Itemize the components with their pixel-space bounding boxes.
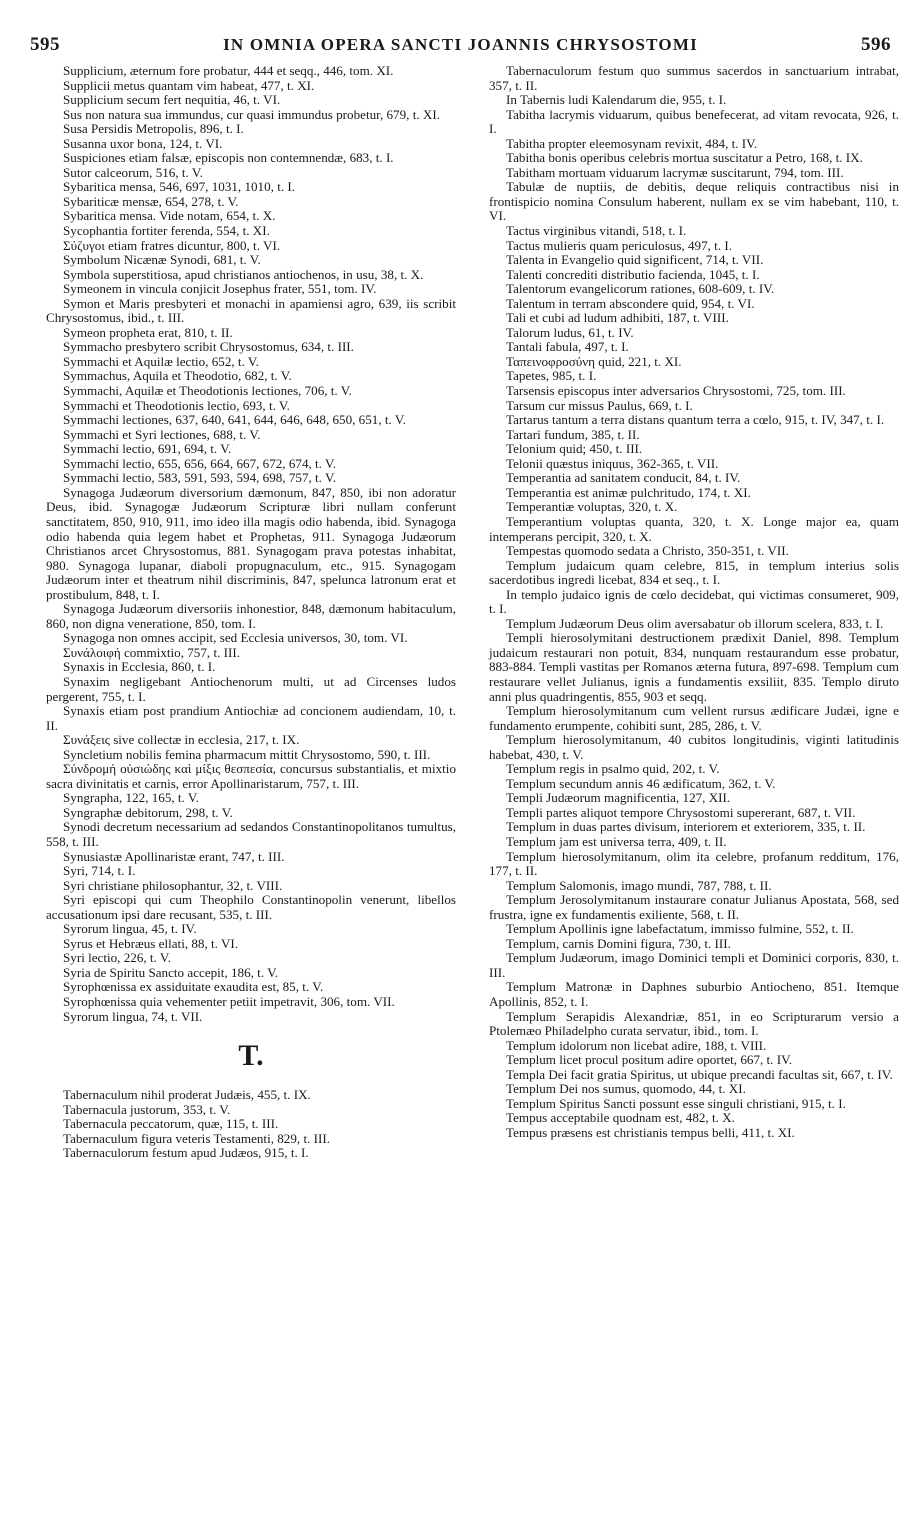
index-entry: Templum Serapidis Alexandriæ, 851, in eo Scripturarum versio a Ptolemæo Philadelpho curata servatur, ibid., tom. I. bbox=[489, 1008, 899, 1039]
index-entry: Telonii quæstus iniquus, 362-365, t. VII. bbox=[506, 455, 719, 471]
index-entry: Symmachi, Aquilæ et Theodotionis lectiones, 706, t. V. bbox=[63, 383, 352, 399]
running-title: IN OMNIA OPERA SANCTI JOANNIS CHRYSOSTOMI bbox=[223, 35, 698, 54]
index-entry: Sycophantia fortiter ferenda, 554, t. XI. bbox=[63, 223, 270, 239]
index-entry: Tactus mulieris quam periculosus, 497, t. I. bbox=[506, 237, 733, 253]
index-entry: Tabernaculorum festum quo summus sacerdos in sanctuarium intrabat, 357, t. II. bbox=[489, 63, 899, 93]
index-entry: Templi hierosolymitani destructionem prædixit Daniel, 898. Templum judaicum restaurari non potuit, 834, nunquam restaurandum esse probatur, 883-884. Templi vastitas per Romanos æterna futura, 897-698. Templum cum restaurare vellet Julianus, ignis a fundamentis exsiliit, 835. Templo diruto anni plus quadringentis, 855, 903 et seqq. bbox=[489, 630, 899, 704]
left-column bbox=[46, 64, 456, 1161]
index-entry: Synaxis in Ecclesia, 860, t. I. bbox=[63, 659, 216, 675]
index-entry: Templum secundum annis 46 ædificatum, 362, t. V. bbox=[506, 775, 776, 791]
index-entry: Tapetes, 985, t. I. bbox=[506, 368, 597, 384]
left-entries-t bbox=[46, 1088, 456, 1161]
index-entry: Symmachi lectio, 583, 591, 593, 594, 698, 757, t. V. bbox=[63, 470, 337, 486]
index-entry: Templum hierosolymitanum, 40 cubitos longitudinis, viginti latitudinis habebat, 430, t. V. bbox=[489, 732, 899, 762]
index-entry: Supplicium, æternum fore probatur, 444 et seqq., 446, tom. XI. bbox=[63, 63, 394, 78]
index-entry: Telonium quid; 450, t. III. bbox=[506, 441, 643, 457]
left-entries-s bbox=[46, 64, 456, 1024]
index-entry: Sus non natura sua immundus, cur quasi immundus probetur, 679, t. XI. bbox=[63, 106, 440, 122]
index-entry: Templi Judæorum magnificentia, 127, XII. bbox=[506, 790, 731, 806]
index-entry: Sybariticæ mensæ, 654, 278, t. V. bbox=[63, 193, 239, 209]
index-entry: Sybaritica mensa. Vide notam, 654, t. X. bbox=[63, 208, 276, 224]
index-entry: Synaxis etiam post prandium Antiochiæ ad concionem audiendam, 10, t. II. bbox=[46, 703, 456, 733]
index-entry: Sybaritica mensa, 546, 697, 1031, 1010, t. I. bbox=[63, 179, 296, 195]
index-entry: Σύνδρομή οὐσιώδης καὶ μίξις θεσπεσία, concursus substantialis, et mixtio sacra divinitatis et carnis, error Apollinaristarum, 757, t. III. bbox=[46, 761, 456, 791]
index-entry: Symmachi lectio, 655, 656, 664, 667, 672, 674, t. V. bbox=[63, 455, 337, 471]
index-entry: Syngrapha, 122, 165, t. V. bbox=[63, 790, 199, 806]
index-entry: Symbolum Nicænæ Synodi, 681, t. V. bbox=[63, 252, 261, 268]
page-number-left: 595 bbox=[30, 34, 60, 55]
index-entry: Templum Matronæ in Daphnes suburbio Antiocheno, 851. Itemque Apollinis, 852, t. I. bbox=[489, 979, 899, 1009]
index-entry: Tabulæ de nuptiis, de debitis, deque reliquis contractibus nisi in frontispicio nomina Consulum haberent, nullam ex se vim habebant, 110, t. VI. bbox=[489, 179, 899, 224]
index-entry: In Tabernis ludi Kalendarum die, 955, t. I. bbox=[506, 92, 727, 108]
index-entry: Talenta in Evangelio quid significent, 714, t. VII. bbox=[506, 252, 764, 268]
index-entry: Tali et cubi ad ludum adhibiti, 187, t. VIII. bbox=[506, 310, 729, 326]
index-entry: Synodi decretum necessarium ad sedandos Constantinopolitanos tumultus, 558, t. III. bbox=[46, 819, 456, 849]
index-entry: Templum Judæorum Deus olim aversabatur ob illorum scelera, 833, t. I. bbox=[506, 615, 884, 631]
index-entry: Syri lectio, 226, t. V. bbox=[63, 950, 171, 966]
index-entry: Susa Persidis Metropolis, 896, t. I. bbox=[63, 121, 244, 137]
right-column bbox=[489, 64, 899, 1140]
index-entry: Templum hierosolymitanum cum vellent rursus ædificare Judæi, igne e fundamento erumpente, cohibiti sunt, 285, 286, t. V. bbox=[489, 703, 899, 733]
index-entry: Templa Dei facit gratia Spiritus, ut ubique precandi facultas sit, 667, t. IV. bbox=[506, 1066, 893, 1082]
index-entry: Tabitham mortuam viduarum lacrymæ suscitarunt, 794, tom. III. bbox=[506, 164, 844, 180]
index-entry: Synagoga Judæorum diversorium dæmonum, 847, 850, ibi non adoratur Deus, ibid. Synagogæ Judæorum Scripturæ libri nullam conferunt sanctitatem, 850, 910, 911, imo ideo illa magis odio habenda, ibid. Synagoga odio habenda quia legem habet et Prophetas, 911. Synagoga Judæorum Christianos arcet Chrysostomus, 881. Synagogam prava potestas inhabitat, 980. Synagoga lupanar, diaboli propugnaculum, etc., 915. Synagogam Judæorum inter et theatrum nihil discriminis, 847, spelunca latronum erat et prostibulum, 848, t. I. bbox=[46, 484, 456, 602]
index-entry: Suspiciones etiam falsæ, episcopis non contemnendæ, 683, t. I. bbox=[63, 150, 394, 166]
index-entry: Syrorum lingua, 45, t. IV. bbox=[63, 921, 197, 937]
section-letter: T. bbox=[238, 1039, 264, 1073]
index-entry: In templo judaico ignis de cœlo decidebat, qui victimas consumeret, 909, t. I. bbox=[489, 586, 899, 617]
index-entry: Ταπεινοφροσύνη quid, 221, t. XI. bbox=[506, 353, 682, 369]
index-entry: Tabitha bonis operibus celebris mortua suscitatur a Petro, 168, t. IX. bbox=[506, 150, 863, 166]
index-entry: Symmachi lectiones, 637, 640, 641, 644, 646, 648, 650, 651, t. V. bbox=[63, 412, 406, 428]
index-entry: Supplicii metus quantam vim habeat, 477, t. XI. bbox=[63, 77, 315, 93]
index-entry: Symmachi lectio, 691, 694, t. V. bbox=[63, 441, 232, 457]
index-entry: Supplicium secum fert nequitia, 46, t. VI. bbox=[63, 92, 281, 108]
index-entry: Συνάξεις sive collectæ in ecclesia, 217, t. IX. bbox=[63, 732, 300, 748]
index-entry: Tartari fundum, 385, t. II. bbox=[506, 426, 640, 442]
index-entry: Symon et Maris presbyteri et monachi in apamiensi agro, 639, iis scribit Chrysostomus, ibid., t. III. bbox=[46, 295, 456, 326]
index-entry: Templum idolorum non licebat adire, 188, t. VIII. bbox=[506, 1037, 767, 1053]
index-entry: Templum Apollinis igne labefactatum, immisso fulmine, 552, t. II. bbox=[506, 921, 854, 937]
index-entry: Temperantium voluptas quanta, 320, t. X. Longe major ea, quam intemperans percipit, 320, t. X. bbox=[489, 513, 899, 544]
index-entry: Symeonem in vincula conjicit Josephus frater, 551, tom. IV. bbox=[63, 281, 377, 297]
index-entry: Tarsum cur missus Paulus, 669, t. I. bbox=[506, 397, 693, 413]
index-entry: Symbola superstitiosa, apud christianos antiochenos, in usu, 38, t. X. bbox=[63, 266, 424, 282]
index-entry: Syrophœnissa ex assiduitate exaudita est, 85, t. V. bbox=[63, 979, 324, 995]
index-entry: Tantali fabula, 497, t. I. bbox=[506, 339, 629, 355]
index-entry: Tabernacula justorum, 353, t. V. bbox=[63, 1101, 231, 1117]
index-entry: Synusiastæ Apollinaristæ erant, 747, t. III. bbox=[63, 848, 285, 864]
index-entry: Synagoga Judæorum diversoriis inhonestior, 848, dæmonum habitaculum, 860, non digna veneratione, 850, tom. I. bbox=[46, 601, 456, 631]
index-entry: Templum Jerosolymitanum instaurare conatur Julianus Apostata, 568, sed frustra, igne ex fundamentis exiliente, 568, t. II. bbox=[489, 892, 899, 922]
index-entry: Susanna uxor bona, 124, t. VI. bbox=[63, 135, 223, 151]
index-entry: Symmachi et Theodotionis lectio, 693, t. V. bbox=[63, 397, 290, 413]
index-entry: Symmachi et Aquilæ lectio, 652, t. V. bbox=[63, 353, 259, 369]
index-entry: Temperantiæ voluptas, 320, t. X. bbox=[506, 499, 678, 515]
index-entry: Symmacho presbytero scribit Chrysostomus, 634, t. III. bbox=[63, 339, 354, 355]
index-entry: Templum Dei nos sumus, quomodo, 44, t. XI. bbox=[506, 1081, 746, 1097]
index-entry: Templum judaicum quam celebre, 815, in templum interius solis sacerdotibus ingredi licebat, 834 et seq., t. I. bbox=[489, 557, 899, 588]
index-entry: Syrorum lingua, 74, t. VII. bbox=[63, 1008, 203, 1024]
index-entry: Templum regis in psalmo quid, 202, t. V. bbox=[506, 761, 720, 777]
index-entry: Templum Spiritus Sancti possunt esse singuli christiani, 915, t. I. bbox=[506, 1095, 846, 1111]
index-entry: Templum Judæorum, imago Dominici templi et Dominici corporis, 830, t. III. bbox=[489, 950, 899, 980]
index-entry: Syncletium nobilis femina pharmacum mittit Chrysostomo, 590, t. III. bbox=[63, 746, 431, 762]
index-entry: Symeon propheta erat, 810, t. II. bbox=[63, 324, 233, 340]
index-entry: Templum, carnis Domini figura, 730, t. III. bbox=[506, 935, 731, 951]
index-entry: Talentum in terram abscondere quid, 954, t. VI. bbox=[506, 295, 755, 311]
index-entry: Syngraphæ debitorum, 298, t. V. bbox=[63, 804, 233, 820]
index-entry: Tartarus tantum a terra distans quantum terra a cœlo, 915, t. IV, 347, t. I. bbox=[506, 412, 885, 428]
index-entry: Tempus præsens est christianis tempus belli, 411, t. XI. bbox=[506, 1124, 795, 1140]
index-entry: Συνάλοιφή commixtio, 757, t. III. bbox=[63, 644, 240, 660]
index-entry: Tabernaculum nihil proderat Judæis, 455, t. IX. bbox=[63, 1087, 311, 1103]
page-header bbox=[30, 34, 891, 56]
index-entry: Synagoga non omnes accipit, sed Ecclesia universos, 30, tom. VI. bbox=[63, 630, 408, 646]
page-number-right: 596 bbox=[861, 34, 891, 55]
index-entry: Tempestas quomodo sedata a Christo, 350-351, t. VII. bbox=[506, 543, 789, 559]
index-entry: Templum licet procul positum adire oportet, 667, t. IV. bbox=[506, 1052, 793, 1068]
index-entry: Talorum ludus, 61, t. IV. bbox=[506, 324, 634, 340]
index-entry: Tarsensis episcopus inter adversarios Chrysostomi, 725, tom. III. bbox=[506, 383, 846, 399]
index-entry: Tempus acceptabile quodnam est, 482, t. X. bbox=[506, 1110, 735, 1126]
index-entry: Templum hierosolymitanum, olim ita celebre, profanum redditum, 176, 177, t. II. bbox=[489, 848, 899, 879]
right-entries-t bbox=[489, 64, 899, 1140]
index-entry: Tabernacula peccatorum, quæ, 115, t. III. bbox=[63, 1116, 279, 1132]
index-entry: Talentorum evangelicorum rationes, 608-609, t. IV. bbox=[506, 281, 775, 297]
index-entry: Tabitha propter eleemosynam revixit, 484, t. IV. bbox=[506, 135, 758, 151]
index-entry: Templum in duas partes divisum, interiorem et exteriorem, 335, t. II. bbox=[506, 819, 866, 835]
index-entry: Tabitha lacrymis viduarum, quibus benefecerat, ad vitam revocata, 926, t. I. bbox=[489, 106, 899, 137]
index-entry: Syrus et Hebræus ellati, 88, t. VI. bbox=[63, 935, 239, 951]
index-entry: Sutor calceorum, 516, t. V. bbox=[63, 164, 203, 180]
index-entry: Tabernaculorum festum apud Judæos, 915, t. I. bbox=[63, 1145, 309, 1161]
index-entry: Tabernaculum figura veteris Testamenti, 829, t. III. bbox=[63, 1130, 330, 1146]
index-entry: Σύζυγοι etiam fratres dicuntur, 800, t. VI. bbox=[63, 237, 281, 253]
index-entry: Symmachi et Syri lectiones, 688, t. V. bbox=[63, 426, 261, 442]
index-entry: Symmachus, Aquila et Theodotio, 682, t. V. bbox=[63, 368, 292, 384]
index-entry: Talenti concrediti distributio facienda, 1045, t. I. bbox=[506, 266, 760, 282]
index-entry: Syrophœnissa quia vehementer petiit impetravit, 306, tom. VII. bbox=[63, 994, 395, 1009]
index-entry: Templum jam est universa terra, 409, t. II. bbox=[506, 833, 727, 849]
index-entry: Syri, 714, t. I. bbox=[63, 863, 136, 879]
index-entry: Templum Salomonis, imago mundi, 787, 788, t. II. bbox=[506, 877, 772, 893]
index-entry: Syria de Spiritu Sancto accepit, 186, t. V. bbox=[63, 964, 279, 980]
index-entry: Templi partes aliquot tempore Chrysostomi supererant, 687, t. VII. bbox=[506, 804, 856, 820]
index-entry: Syri episcopi qui cum Theophilo Constantinopolin venerunt, libellos accusationum ipsi dare recusant, 535, t. III. bbox=[46, 892, 456, 922]
index-entry: Tactus virginibus vitandi, 518, t. I. bbox=[506, 223, 687, 239]
index-entry: Syri christiane philosophantur, 32, t. VIII. bbox=[63, 877, 283, 893]
index-entry: Synaxim negligebant Antiochenorum multi, ut ad Circenses ludos pergerent, 755, t. I. bbox=[46, 673, 456, 704]
index-entry: Temperantia est animæ pulchritudo, 174, t. XI. bbox=[506, 484, 751, 500]
index-entry: Temperantia ad sanitatem conducit, 84, t. IV. bbox=[506, 470, 741, 486]
